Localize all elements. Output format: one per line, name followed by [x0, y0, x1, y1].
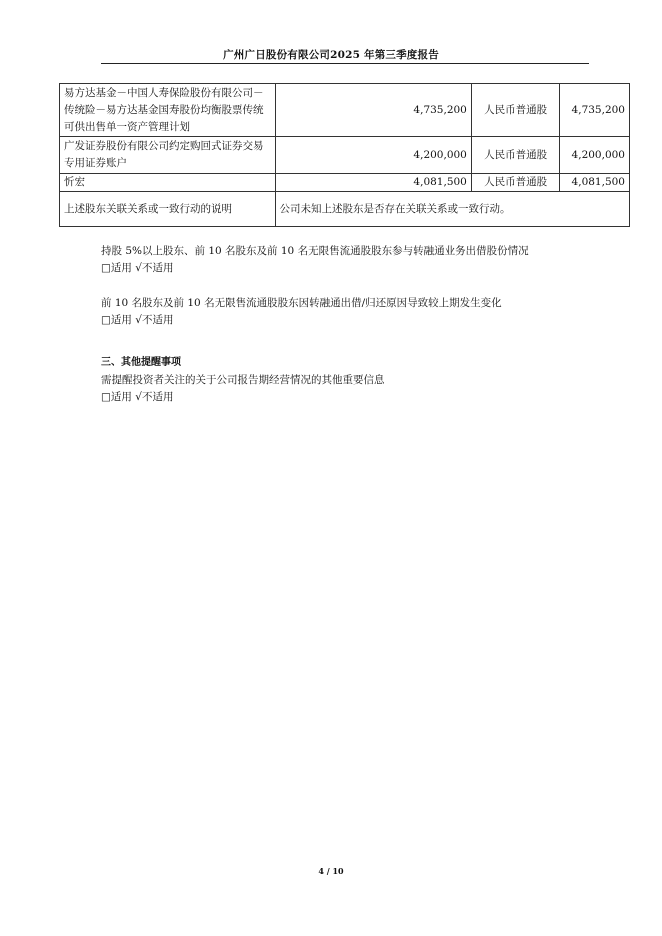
table-row	[60, 84, 630, 137]
section-heading: 三、其他提醒事项	[101, 357, 181, 368]
share-type: 人民币普通股	[471, 137, 560, 174]
lending-option: □适用 √不适用	[101, 262, 174, 274]
other-desc: 需提醒投资者关注的关于公司报告期经营情况的其他重要信息	[101, 374, 385, 386]
holder-name: 易方达基金－中国人寿保险股份有限公司－传统险－易方达基金国寿股份均衡股票传统可供出售单一资产管理计划	[60, 84, 276, 137]
holder-shares: 4,735,200	[275, 84, 471, 137]
other-option: □适用 √不适用	[101, 391, 174, 403]
page-number: 4 / 10	[318, 866, 344, 876]
shareholder-table	[59, 83, 630, 227]
holder-name: 忻宏	[60, 174, 276, 192]
share-type: 人民币普通股	[471, 174, 560, 192]
table-row	[60, 174, 630, 192]
holder-name: 广发证券股份有限公司约定购回式证券交易专用证券账户	[60, 137, 276, 174]
share-quantity: 4,081,500	[560, 174, 630, 192]
report-header-title: 广州广日股份有限公司2025 年第三季度报告	[223, 49, 439, 61]
relation-text: 公司未知上述股东是否存在关联关系或一致行动。	[275, 192, 630, 227]
table-row	[60, 192, 630, 227]
header-divider	[101, 63, 589, 64]
share-type: 人民币普通股	[471, 84, 560, 137]
lending-title: 持股 5%以上股东、前 10 名股东及前 10 名无限售流通股股东参与转融通业务出借股份情况	[101, 245, 529, 257]
share-quantity: 4,200,000	[560, 137, 630, 174]
relation-label: 上述股东关联关系或一致行动的说明	[60, 192, 276, 227]
change-title: 前 10 名股东及前 10 名无限售流通股股东因转融通出借/归还原因导致较上期发生变化	[101, 297, 502, 309]
share-quantity: 4,735,200	[560, 84, 630, 137]
table-row	[60, 137, 630, 174]
change-option: □适用 √不适用	[101, 314, 174, 326]
holder-shares: 4,200,000	[275, 137, 471, 174]
holder-shares: 4,081,500	[275, 174, 471, 192]
